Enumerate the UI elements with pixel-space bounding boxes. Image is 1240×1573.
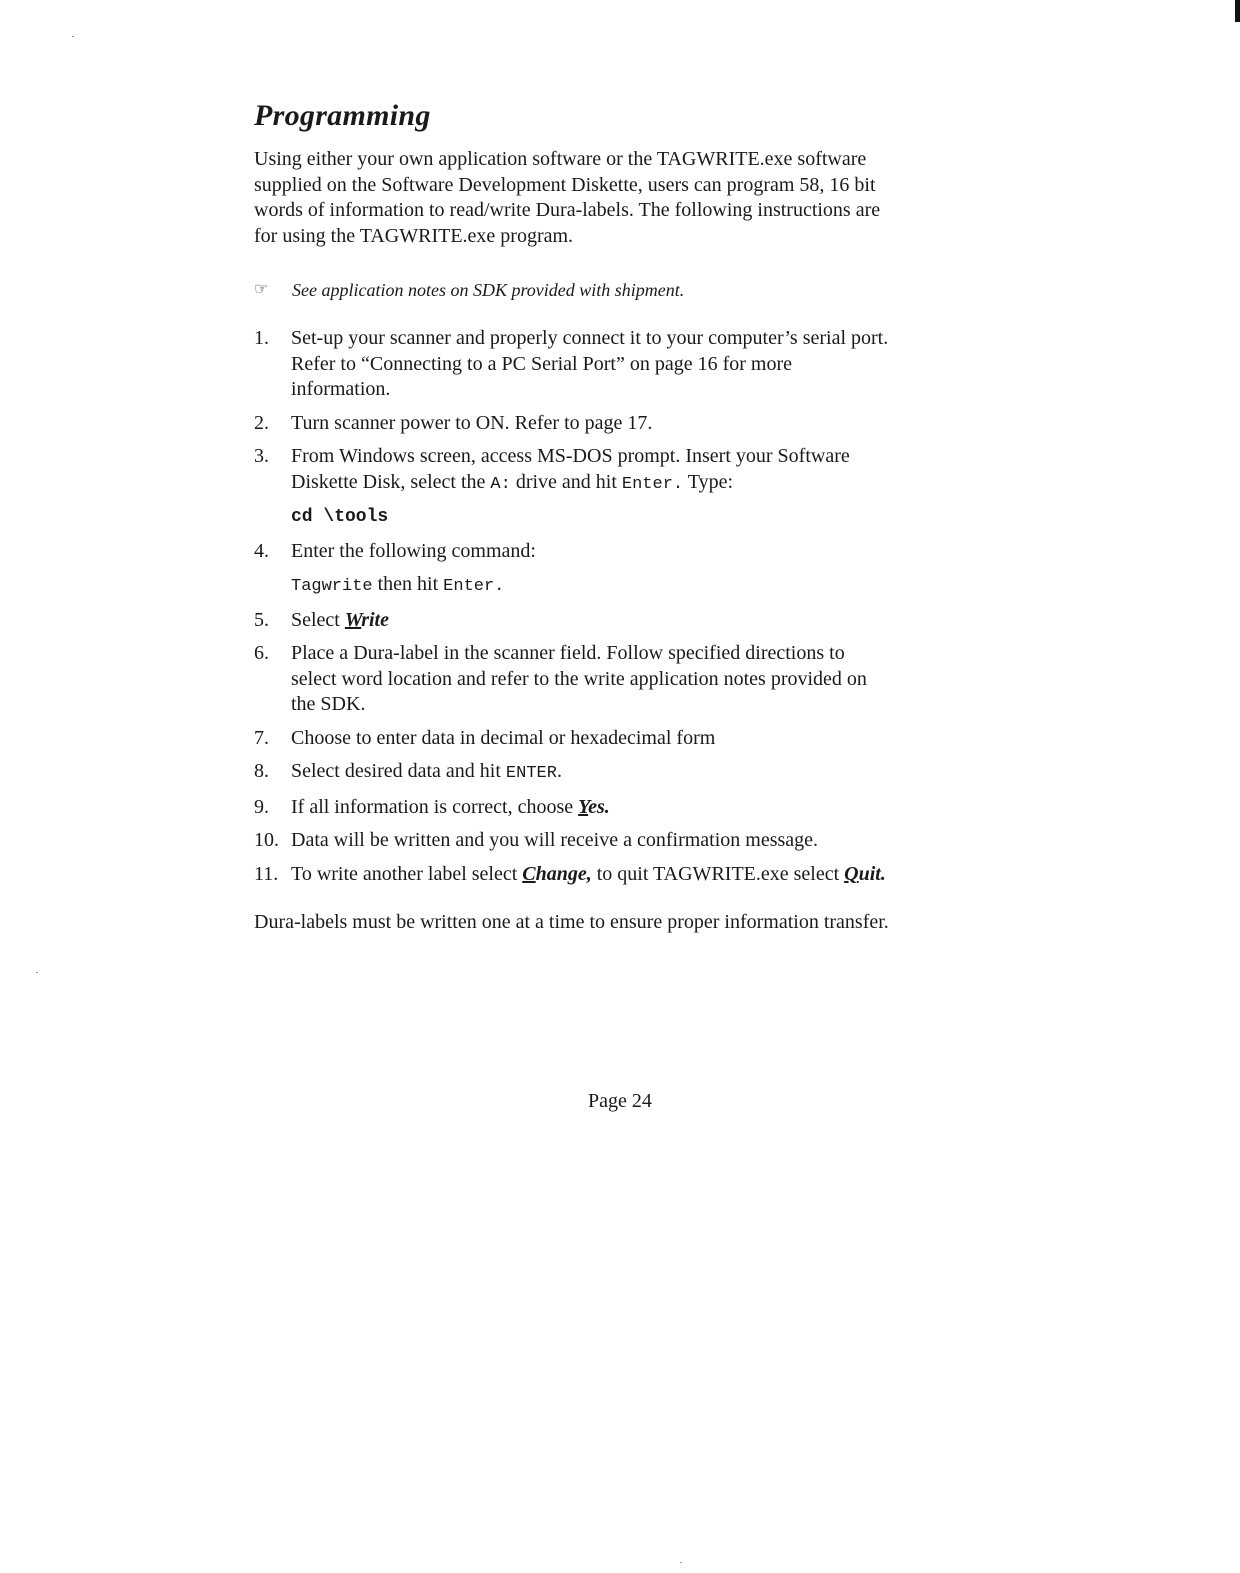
step-3 (254, 444, 894, 531)
step-2 (254, 411, 894, 437)
step-text: Choose to enter data in decimal or hexadecimal form (291, 726, 716, 749)
step-number: 8. (254, 760, 269, 782)
step-number: 3. (254, 445, 269, 467)
step-8 (254, 759, 894, 787)
step-number: 7. (254, 726, 269, 749)
step-4 (254, 539, 894, 600)
step-number: 6. (254, 642, 269, 664)
quit-option (844, 863, 886, 885)
step-text: If all information is correct, choose (291, 795, 579, 818)
pointing-hand-icon: ☞ (254, 281, 269, 298)
step-text: To write another label select (291, 862, 523, 885)
step-6 (254, 641, 894, 718)
closing-paragraph: Dura-labels must be written one at a time to ensure proper information transfer. (254, 911, 889, 933)
step-text: Select desired data and hit (291, 760, 506, 782)
step-10 (254, 828, 894, 854)
step-9 (254, 795, 894, 821)
write-hotkey: W (344, 608, 362, 631)
step-text: Place a Dura-label in the scanner field. Follow specified directions to select word location and refer to the write application notes provided on the SDK. (291, 642, 867, 715)
scan-speck (680, 1562, 682, 1563)
scan-speck (72, 36, 74, 37)
write-option (345, 609, 389, 631)
write-option-rest: rite (361, 608, 389, 631)
page-number: Page 24 (588, 1090, 652, 1112)
change-option (522, 863, 591, 885)
intro-paragraph: Using either your own application software or the TAGWRITE.exe software supplied on the Software Development Diskette, users can program 58, 16 bit words of information to read/write Dura-labels. The following instructions are for using the TAGWRITE.exe program. (254, 148, 881, 247)
step-number: 10. (254, 829, 279, 851)
step-7 (254, 726, 894, 752)
step-text: Type: (683, 470, 734, 493)
scan-speck (36, 972, 38, 973)
enter-key: ENTER (505, 764, 557, 783)
yes-option (578, 796, 610, 818)
sdk-note-text: See application notes on SDK provided with shipment. (292, 280, 685, 300)
yes-hotkey: Y (578, 795, 589, 818)
quit-hotkey: Q (844, 862, 859, 885)
program-name: Tagwrite (291, 577, 373, 596)
cd-command: cd \tools (291, 507, 389, 527)
change-option-rest: hange, (535, 862, 592, 885)
sdk-note (254, 277, 894, 303)
step-1 (254, 326, 894, 403)
step-number: 1. (254, 327, 269, 349)
quit-option-rest: uit. (858, 862, 886, 885)
drive-letter: A: (490, 474, 511, 494)
step-text: drive and hit (510, 470, 622, 493)
step-5 (254, 608, 894, 634)
document-page (254, 98, 894, 936)
step-text: Set-up your scanner and properly connect it to your computer’s serial port. Refer to “Connecting to a PC Serial Port” on page 16 for more information. (291, 327, 889, 400)
step-number: 4. (254, 539, 269, 562)
step-text: Select (291, 608, 345, 631)
yes-option-rest: es. (588, 795, 610, 818)
step-text: Data will be written and you will receive a confirmation message. (291, 829, 819, 851)
change-hotkey: C (522, 862, 536, 885)
step-number: 2. (254, 411, 269, 434)
page-title: Programming (254, 99, 431, 132)
step-text: From Windows screen, access MS-DOS prompt. Insert your Software Diskette Disk, select the (291, 445, 850, 493)
scan-edge-mark (1235, 0, 1240, 22)
step-text: . (556, 760, 562, 782)
instruction-steps (254, 326, 894, 887)
step-11 (254, 862, 894, 888)
step-number: 11. (254, 862, 279, 885)
step-number: 5. (254, 608, 269, 631)
step-text: to quit TAGWRITE.exe select (591, 862, 845, 885)
enter-key: Enter. (443, 577, 505, 596)
tagwrite-command (291, 572, 894, 600)
step-number: 9. (254, 795, 269, 818)
step-text: Turn scanner power to ON. Refer to page 17. (291, 411, 653, 434)
enter-key: Enter. (621, 474, 684, 494)
step-text: Enter the following command: (291, 539, 536, 562)
step-text: then hit (372, 573, 444, 595)
